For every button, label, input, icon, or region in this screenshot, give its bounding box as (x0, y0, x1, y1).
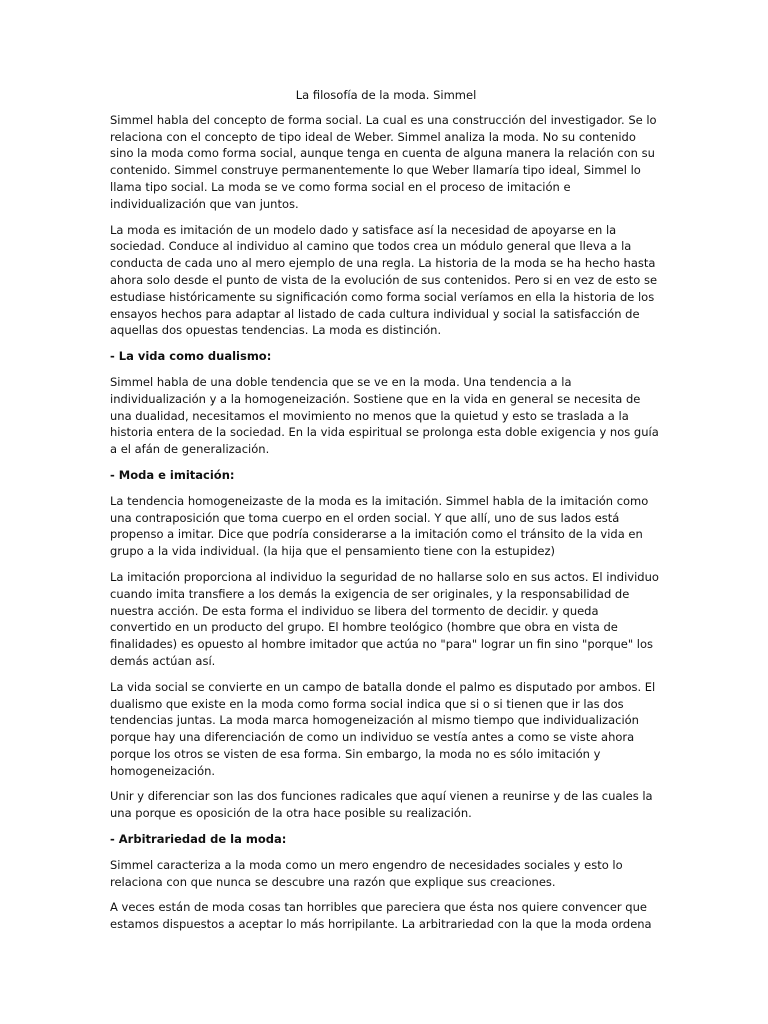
paragraph-2: La moda es imitación de un modelo dado y satisface así la necesidad de apoyarse en la sociedad. Conduce al individuo al camino que todos crea un módulo general que lleva a la conducta de cada uno al mero ejemplo de una regla. La historia de la moda se ha hecho hasta ahora solo desde el punto de vista de la evolución de sus contenidos. Pero si en vez de esto se estudiase históricamente su significación como forma social veríamos en ella la historia de los ensayos hechos para adaptar al listado de cada cultura individual y social la satisfacción de aquellas dos opuestas tendencias. La moda es distinción. (110, 222, 658, 338)
paragraph-4: La tendencia homogeneizaste de la moda es la imitación. Simmel habla de la imitación como una contraposición que toma cuerpo en el orden social. Y que allí, uno de sus lados está propenso a imitar. Dice que podría considerarse a la imitación como el tránsito de la vida en grupo a la vida individual. (la hija que el pensamiento tiene con la estupidez) (110, 493, 649, 559)
paragraph-7: Unir y diferenciar son las dos funciones radicales que aquí vienen a reunirse y de las cuales la una porque es oposición de la otra hace posible su realización. (110, 789, 653, 821)
paragraph-5: La imitación proporciona al individuo la seguridad de no hallarse solo en sus actos. El individuo cuando imita transfiere a los demás la exigencia de ser originales, y la responsabilidad de nuestra acción. De esta forma el individuo se libera del tormento de decidir. y queda convertido en un producto del grupo. El hombre teológico (hombre que obra en vista de finalidades) es opuesto al hombre imitador que actúa no "para" lograr un fin sino "porque" los demás actúan así. (110, 569, 659, 668)
paragraph-1: Simmel habla del concepto de forma social. La cual es una construcción del investigador. Se lo relaciona con el concepto de tipo ideal de Weber. Simmel analiza la moda. No su contenido sino la moda como forma social, aunque tenga en cuenta de alguna manera la relación con su contenido. Simmel construye permanentemente lo que Weber llamaría tipo ideal, Simmel lo llama tipo social. La moda se ve como forma social en el proceso de imitación e individualización que van juntos. (110, 112, 657, 211)
section-heading-dualismo: - La vida como dualismo: (110, 349, 272, 364)
section-heading-imitacion: - Moda e imitación: (110, 467, 235, 482)
paragraph-3: Simmel habla de una doble tendencia que se ve en la moda. Una tendencia a la individualización y a la homogeneización. Sostiene que en la vida en general se necesita de una dualidad, necesitamos el movimiento no menos que la quietud y esto se traslada a la historia entera de la sociedad. En la vida espiritual se prolonga esta doble exigencia y nos guía a el afán de generalización. (110, 374, 659, 457)
document-title: La filosofía de la moda. Simmel (295, 88, 477, 102)
paragraph-9: A veces están de moda cosas tan horribles que pareciera que ésta nos quiere convencer que estamos dispuestos a aceptar lo más horripilante. La arbitrariedad con la que la moda ordena (110, 900, 652, 932)
paragraph-6: La vida social se convierte en un campo de batalla donde el palmo es disputado por ambos. El dualismo que existe en la moda como forma social indica que si o si tienen que ir las dos tendencias juntas. La moda marca homogeneización al mismo tiempo que individualización porque hay una diferenciación de como un individuo se vestía antes a como se viste ahora porque los otros se visten de esa forma. Sin embargo, la moda no es sólo imitación y homogeneización. (110, 679, 656, 778)
section-heading-arbitrariedad: - Arbitrariedad de la moda: (110, 832, 287, 847)
paragraph-8: Simmel caracteriza a la moda como un mero engendro de necesidades sociales y esto lo relaciona con que nunca se descubre una razón que explique sus creaciones. (110, 857, 623, 889)
document-body (110, 87, 662, 942)
